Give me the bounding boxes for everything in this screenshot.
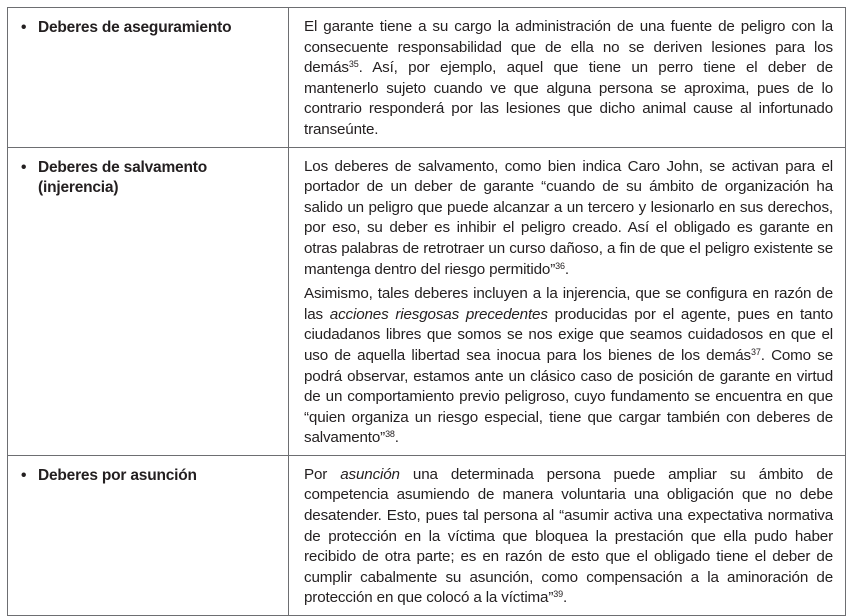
bullet-marker: • <box>21 19 27 36</box>
description-text <box>304 465 833 609</box>
duties-table <box>7 7 846 616</box>
footnote-ref: 37 <box>751 346 761 357</box>
footnote-ref: 39 <box>553 589 563 600</box>
emphasis-text: asunción <box>340 465 400 483</box>
footnote-ref: 36 <box>555 260 565 271</box>
term-text: Deberes por asunción <box>38 466 197 484</box>
description-cell <box>289 8 846 148</box>
text-run: El garante tiene a su cargo la administración de una fuente de peligro con la consecuente responsabilidad que de ella no se deriven lesiones para los demás <box>304 18 833 77</box>
term-text: Deberes de aseguramiento <box>38 19 232 36</box>
description-cell <box>289 455 846 615</box>
bullet-marker: • <box>21 158 27 176</box>
description-cell <box>289 147 846 455</box>
term-cell <box>8 147 289 455</box>
text-run: . Así, por ejemplo, aquel que tiene un perro tiene el deber de mantenerlo sujeto cuando ve que alguna persona se aproxima, pues de lo contrario responderá por las lesiones que dicho animal cause al infortunado transeúnte. <box>304 59 833 138</box>
text-run: . <box>394 429 399 447</box>
term-label <box>21 158 280 198</box>
text-run: Los deberes de salvamento, como bien indica Caro John, se activan para el portador de un deber de garante “cuando de su ámbito de organización ha salido un peligro que puede alcanzar a un tercero y lesionarlo en sus derechos, por eso, su deber es inhibir el peligro creado. Así el obligado es garante en otras palabras de retrotraer un curso dañoso, a fin de que el peligro existente se mantenga dentro del riesgo permitido” <box>304 157 833 278</box>
table-row <box>8 8 846 148</box>
text-run: Por <box>304 465 341 483</box>
emphasis-text: acciones riesgosas precedentes <box>329 305 548 323</box>
footnote-ref: 38 <box>385 429 395 440</box>
text-run: . <box>564 260 569 278</box>
table-row <box>8 147 846 455</box>
text-run: una determinada persona puede ampliar su ámbito de competencia asumiendo de manera voluntaria una obligación que no debe desatender. Esto, pues tal persona al “asumir activa una expectativa normativa de protección en la víctima que bloquea la prestación que ella pudo haber recibido de otra parte; es en razón de esto que el obligado tiene el deber de cumplir cabalmente su asunción, como compensación a la aminoración de protección en que colocó a la víctima” <box>304 465 833 607</box>
description-paragraph <box>304 157 833 281</box>
text-run: Asimismo, tales deberes incluyen a la injerencia, que se configura en razón de las <box>304 285 833 323</box>
description-paragraph <box>304 465 833 609</box>
footnote-ref: 35 <box>348 59 359 70</box>
text-run: . Como se podrá observar, estamos ante un clásico caso de posición de garante en virtud de un comportamiento previo peligroso, cuyo fundamento se encuentra en que “quien organiza un riesgo especial, tiene que cargar también con deberes de salvamento” <box>304 346 833 447</box>
description-paragraph <box>304 284 833 449</box>
table-row <box>8 455 846 615</box>
description-paragraph <box>304 17 833 141</box>
term-cell <box>8 8 289 148</box>
term-label <box>21 466 280 486</box>
term-label <box>21 18 280 38</box>
text-run: . <box>562 589 568 607</box>
description-text <box>304 157 833 449</box>
term-text: Deberes de salvamento (injerencia) <box>38 158 207 196</box>
term-cell <box>8 455 289 615</box>
text-run: producidas por el agente, pues en tanto ciudadanos libres que somos se nos exige que seamos cuidadosos en que el uso de aquella libertad sea inocua para los bienes de los demás <box>304 305 833 364</box>
description-text <box>304 17 833 141</box>
bullet-marker: • <box>21 466 27 484</box>
